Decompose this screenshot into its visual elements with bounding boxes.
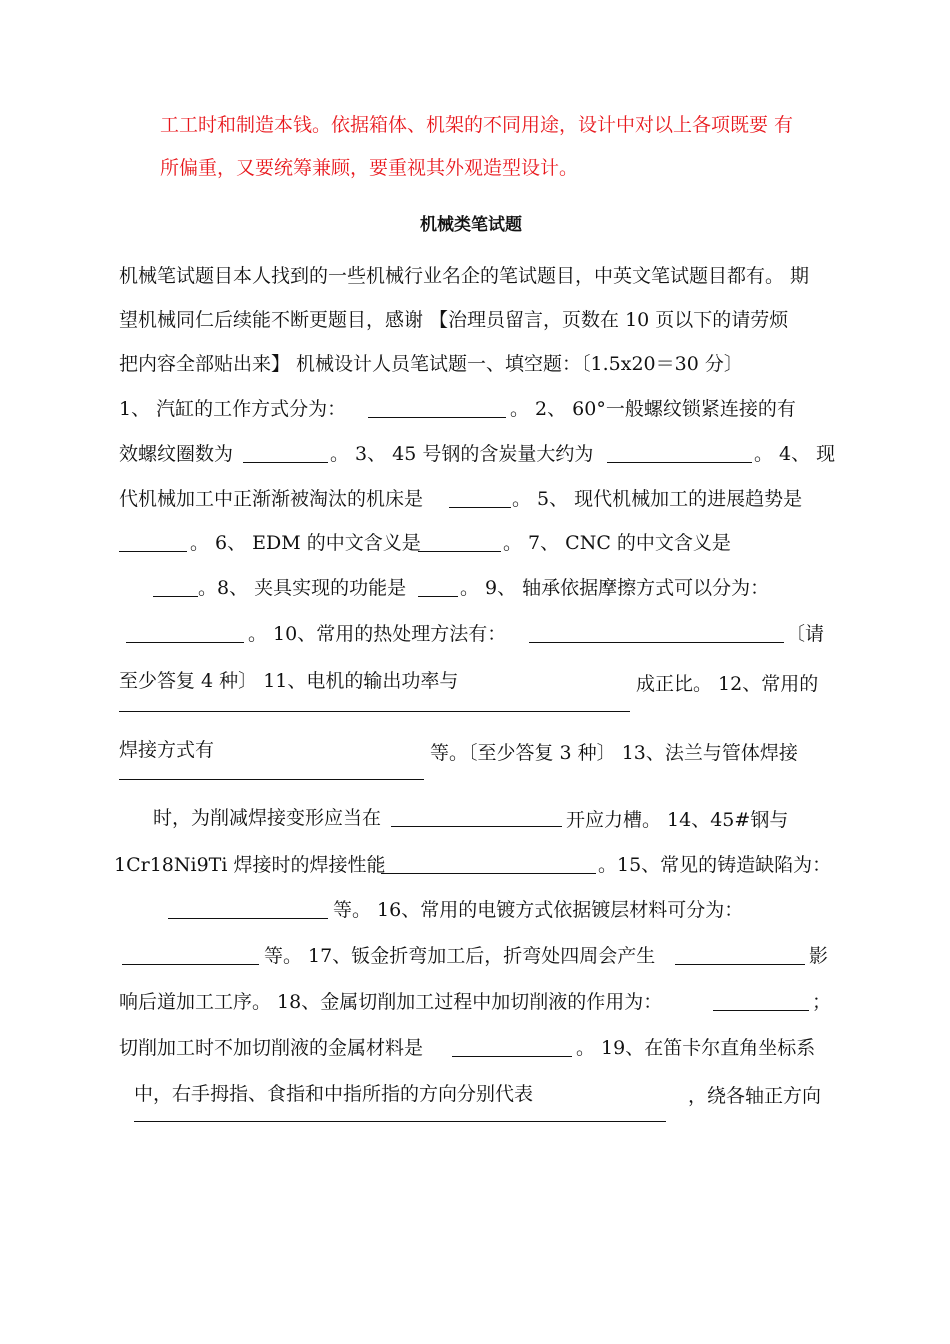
question-7-text: 。 7、 CNC 的中文含义是 [503,532,731,554]
answer-blank [122,964,259,965]
question-5-text: 。 5、 现代机械加工的进展趋势是 [512,488,803,510]
question-18-cont: 切削加工时不加切削液的金属材料是 [119,1037,424,1059]
answer-blank [418,596,458,597]
question-19-text: 。 19、在笛卡尔直角坐标系 [576,1037,816,1059]
question-12-cont: 焊接方式有 [119,739,215,761]
question-9-text: 。 9、 轴承依据摩擦方式可以分为： [460,577,770,599]
body-line-1: 机械笔试题目本人找到的一些机械行业名企的笔试题目，中英文笔试题目都有。 期 [119,265,810,287]
answer-blank-long [134,1121,666,1122]
question-2-cont: 效螺纹圈数为 [119,443,234,465]
page-title: 机械类笔试题 [420,215,522,235]
question-6-text: 。 6、 EDM 的中文含义是 [190,532,421,554]
question-13-cont: 时，为削减焊接变形应当在 [153,807,382,829]
question-18-sep: ； [812,991,832,1013]
question-3-text: 。 3、 45 号钢的含炭量大约为 [330,443,594,465]
question-10-note: 〔请 [786,623,825,645]
question-4-text: 。 4、 现 [754,443,836,465]
answer-blank [368,417,506,418]
question-11-text: 至少答复 4 种〕 11、电机的输出功率与 [119,670,459,692]
question-18-text: 响后道加工工序。 18、金属切削加工过程中加切削液的作用为： [119,991,663,1013]
body-line-3: 把内容全部贴出来】 机械设计人员笔试题一、填空题：〔1.5x20＝30 分〕 [119,353,743,375]
question-17-text: 等。 17、钣金折弯加工后，折弯处四周会产生 [264,945,656,967]
answer-blank [607,462,752,463]
intro-line-2: 所偏重，又要统筹兼顾，要重视其外观造型设计。 [160,157,579,179]
answer-blank [713,1010,809,1011]
question-4-cont: 代机械加工中正渐渐被淘汰的机床是 [119,488,424,510]
answer-blank [418,551,501,552]
question-8-text: 。8、 夹具实现的功能是 [198,577,407,599]
body-line-2: 望机械同仁后续能不断更题目，感谢 【治理员留言，页数在 10 页以下的请劳烦 [119,309,789,331]
answer-blank-long [119,779,424,780]
intro-line-1: 工工时和制造本钱。依据箱体、机架的不同用途，设计中对以上各项既要 有 [160,114,794,136]
question-14-cont: 1Cr18Ni9Ti 焊接时的焊接性能 [114,854,386,876]
answer-blank [452,1056,572,1057]
question-19-cont: 中，右手拇指、食指和中指所指的方向分别代表 [134,1083,534,1105]
answer-blank [529,642,784,643]
question-17-end: 影 [809,945,829,967]
question-1-text: 1、 汽缸的工作方式分为： [119,398,347,420]
question-14-text: 开应力槽。 14、45#钢与 [566,809,789,831]
answer-blank [449,507,511,508]
question-12-text: 成正比。 12、常用的 [636,673,819,695]
answer-blank [168,918,328,919]
question-15-text: 。15、常见的铸造缺陷为： [598,854,832,876]
answer-blank [119,551,187,552]
answer-blank [153,596,198,597]
question-16-text: 等。 16、常用的电镀方式依据镀层材料可分为： [333,899,744,921]
answer-blank [391,826,562,827]
question-13-text: 等。〔至少答复 3 种〕 13、法兰与管体焊接 [430,742,798,764]
answer-blank [675,964,805,965]
answer-blank [126,642,244,643]
answer-blank-long [119,711,630,712]
question-2-text: 。 2、 60°一般螺纹锁紧连接的有 [510,398,796,420]
question-10-text: 。 10、常用的热处理方法有： [248,623,507,645]
question-19-end: ，绕各轴正方向 [688,1085,822,1107]
answer-blank [243,462,328,463]
answer-blank [381,873,596,874]
